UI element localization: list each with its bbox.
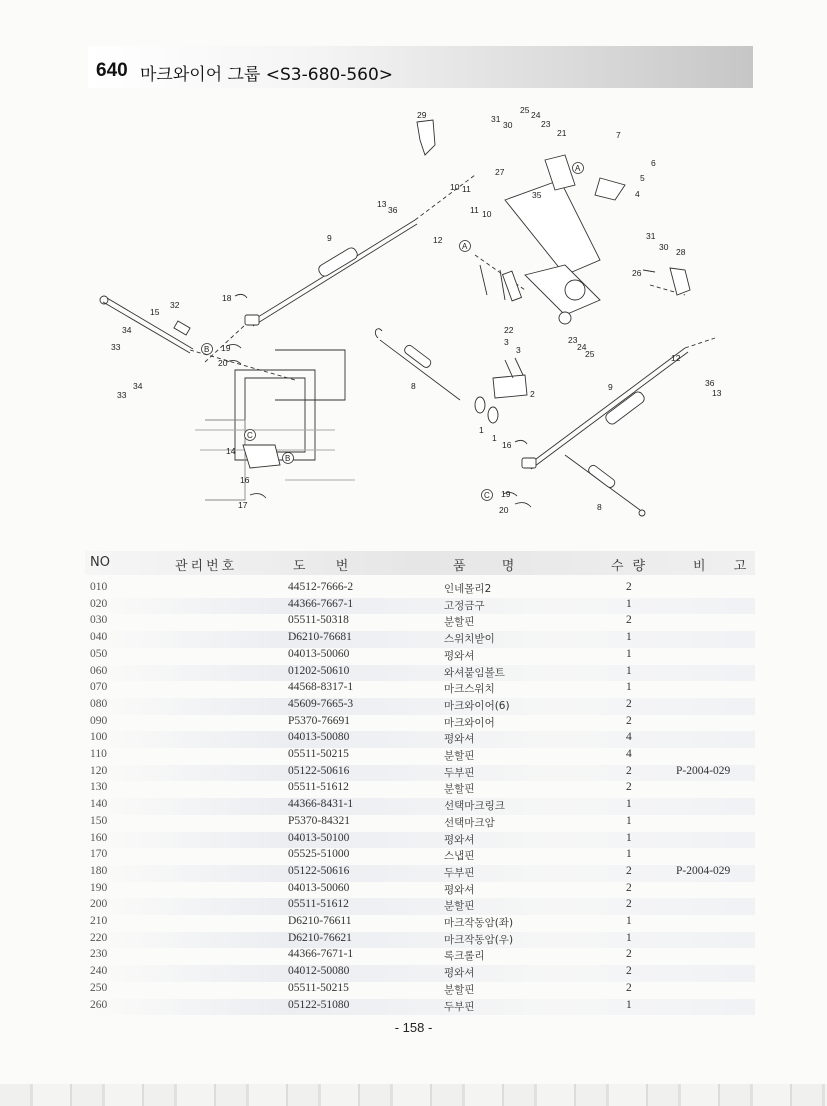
callout-3: 3: [504, 337, 509, 347]
header-name: 품 명: [453, 559, 518, 574]
table-row: 090 P5370-76691 마크와이어 2: [90, 714, 632, 729]
callout-11b: 11: [470, 205, 479, 215]
ref-b-2: B: [285, 454, 291, 463]
header-no: NO: [90, 555, 110, 570]
callout-30: 30: [503, 120, 513, 130]
callout-2: 2: [530, 389, 535, 399]
table-row: 210 D6210-76611 마크작동암(좌) 1: [90, 915, 632, 929]
callout-17: 17: [238, 500, 248, 510]
callout-33: 33: [111, 342, 121, 352]
table-row: 240 04012-50080 평와셔 2: [90, 965, 755, 982]
callout-33b: 33: [117, 390, 127, 400]
callout-23b: 23: [568, 335, 578, 345]
callout-13: 13: [377, 199, 387, 209]
table-row: 200 05511-51612 분할핀 2: [90, 898, 755, 915]
callout-24b: 24: [577, 342, 587, 352]
callout-19: 19: [221, 343, 231, 353]
callout-23: 23: [541, 119, 551, 129]
callout-19b: 19: [501, 489, 511, 499]
header-qty: 수량: [611, 559, 655, 574]
ref-c: C: [247, 431, 253, 440]
page-title: 마크와이어 그룹 <S3-680-560>: [140, 65, 394, 85]
table-row: 070 44568-8317-1 마크스위치 1: [90, 681, 632, 696]
callout-16: 16: [502, 440, 512, 450]
callout-8: 8: [411, 381, 416, 391]
table-row: 250 05511-50215 분할핀 2: [90, 981, 632, 996]
callout-31b: 31: [646, 231, 656, 241]
callout-10: 10: [450, 182, 460, 192]
ref-a-2: A: [462, 242, 468, 251]
callout-34: 34: [122, 325, 132, 335]
table-row: 020 44366-7667-1 고정금구 1: [90, 598, 755, 615]
table-row: 110 05511-50215 분할핀 4: [90, 748, 632, 762]
table-row: 140 44366-8431-1 선택마크링크 1: [90, 798, 755, 815]
table-row: 180 05122-50616 두부핀 2 P-2004-029: [90, 865, 755, 882]
callout-14: 14: [226, 446, 236, 456]
callout-4: 4: [635, 189, 640, 199]
table-row: 150 P5370-84321 선택마크암 1: [90, 814, 632, 829]
table-row: 050 04013-50060 평와셔 1: [90, 647, 632, 662]
callout-8b: 8: [597, 502, 602, 512]
parts-diagram: [95, 100, 755, 525]
table-row: 130 05511-51612 분할핀 2: [90, 781, 632, 796]
table-row: 040 D6210-76681 스위치받이 1: [90, 631, 755, 648]
callout-9b: 9: [608, 382, 613, 392]
callout-10b: 10: [482, 209, 492, 219]
callout-26: 26: [632, 268, 642, 278]
callout-20: 20: [218, 358, 228, 368]
callout-9: 9: [327, 233, 332, 243]
callout-12b: 12: [671, 353, 681, 363]
section-number: 640: [96, 60, 128, 81]
scan-edge: [0, 1084, 827, 1106]
callout-22: 22: [504, 325, 514, 335]
callout-25b: 25: [585, 349, 595, 359]
table-row: 010 44512-7666-2 인네몰리2 2: [90, 581, 632, 595]
callout-12: 12: [433, 235, 443, 245]
callout-31: 31: [491, 114, 501, 124]
callout-35: 35: [532, 190, 542, 200]
callout-34b: 34: [133, 381, 143, 391]
callout-3b: 3: [516, 345, 521, 355]
callout-13b: 13: [712, 388, 722, 398]
callout-21: 21: [557, 128, 567, 138]
header-part-no: 관리번호: [175, 559, 238, 574]
callout-36: 36: [388, 205, 398, 215]
callout-7: 7: [616, 130, 621, 140]
callout-25: 25: [520, 105, 530, 115]
ref-c-2: C: [484, 491, 490, 500]
callout-5: 5: [640, 173, 645, 183]
page-number: - 158 -: [394, 1020, 433, 1035]
callout-20b: 20: [499, 505, 509, 515]
callout-30b: 30: [659, 242, 669, 252]
callout-15: 15: [150, 307, 160, 317]
table-row: 080 45609-7665-3 마크와이어(6) 2: [90, 698, 755, 715]
table-row: 060 01202-50610 와셔붙임볼트 1: [90, 665, 755, 682]
table-row: 120 05122-50616 두부핀 2 P-2004-029: [90, 765, 755, 782]
table-row: 230 44366-7671-1 록크롤리 2: [90, 948, 632, 963]
ref-a: A: [575, 164, 581, 173]
table-header: [85, 551, 755, 575]
callout-11: 11: [462, 184, 471, 194]
table-row: 100 04013-50080 평와셔 4: [90, 731, 755, 748]
table-row: 170 05525-51000 스냅핀 1: [90, 848, 632, 863]
callout-18: 18: [222, 293, 232, 303]
table-row: 190 04013-50060 평와셔 2: [90, 881, 632, 896]
callout-6: 6: [651, 158, 656, 168]
table-row: 030 05511-50318 분할핀 2: [90, 614, 632, 629]
callout-16b: 16: [240, 475, 250, 485]
table-row: 260 05122-51080 두부핀 1: [90, 999, 755, 1016]
header-remark: 비 고: [693, 559, 750, 574]
callout-1b: 1: [492, 433, 497, 443]
callout-28: 28: [676, 247, 686, 257]
callout-1: 1: [479, 425, 484, 435]
callout-32: 32: [170, 300, 180, 310]
table-row: 160 04013-50100 평와셔 1: [90, 832, 755, 849]
ref-b: B: [204, 345, 210, 354]
header-drawing-no: 도 번: [293, 559, 352, 574]
table-row: 220 D6210-76621 마크작동암(우) 1: [90, 932, 755, 949]
callout-27: 27: [495, 167, 505, 177]
callout-24: 24: [531, 110, 541, 120]
callout-29: 29: [417, 110, 427, 120]
callout-36b: 36: [705, 378, 715, 388]
